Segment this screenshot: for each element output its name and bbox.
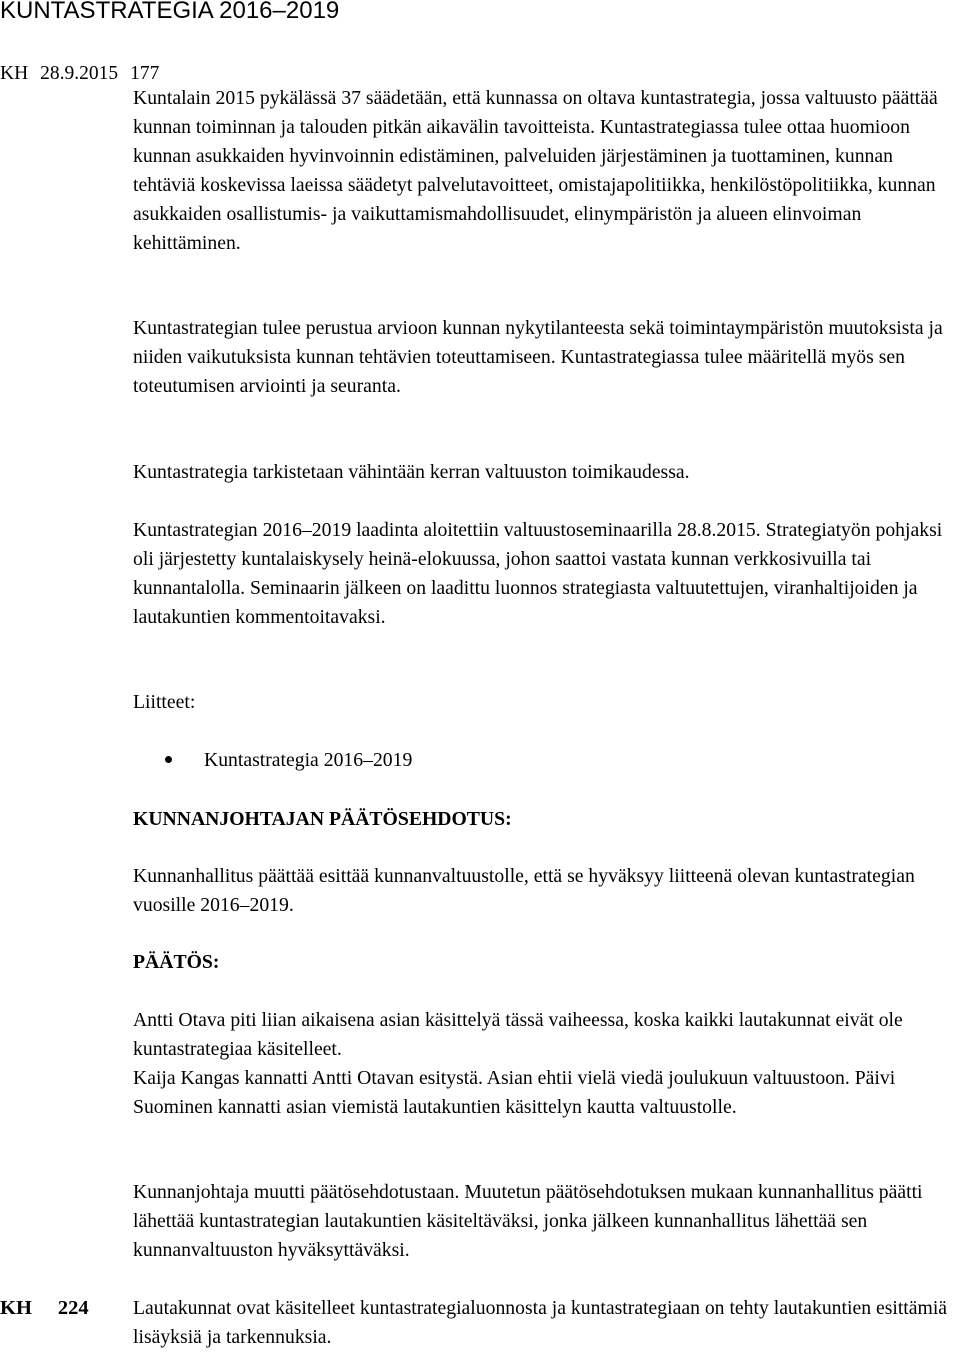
attachment-list-item bbox=[165, 746, 412, 775]
paragraph-text: Kuntastrategian tulee perustua arvioon kunnan nykytilanteesta sekä toimintaympäristön muutoksista ja niiden vaikutuksista kunnan tehtävien toteuttamiseen. Kuntastrategiassa tulee määritellä myös sen toteutumisen arviointi ja seuranta. bbox=[133, 317, 943, 397]
bullet-icon bbox=[165, 756, 172, 763]
paragraph-preparation bbox=[133, 516, 959, 632]
paragraph-review bbox=[133, 458, 959, 487]
document-title: KUNTASTRATEGIA 2016–2019 bbox=[0, 0, 340, 24]
section-number: 177 bbox=[130, 63, 160, 84]
decision-heading: PÄÄTÖS: bbox=[133, 951, 220, 973]
section-reference-bottom bbox=[0, 1294, 89, 1323]
section-body: KH bbox=[0, 1297, 32, 1319]
final-paragraph bbox=[133, 1294, 959, 1352]
paragraph-text: Lautakunnat ovat käsitelleet kuntastrategialuonnosta ja kuntastrategiaan on tehty lautakuntien esittämiä lisäyksiä ja tarkennuksia. bbox=[133, 1297, 948, 1348]
proposal-text: Kunnanhallitus päättää esittää kunnanvaltuustolle, että se hyväksyy liitteenä olevan kuntastrategian vuosille 2016–2019. bbox=[133, 865, 915, 916]
paragraph-text: Kunnanjohtaja muutti päätösehdotustaan. Muutetun päätösehdotuksen mukaan kunnanhallitus päätti lähettää kuntastrategian lautakuntien käsiteltäväksi, jonka jälkeen kunnanhallitus lähettää sen kunnanvaltuuston hyväksyttäväksi. bbox=[133, 1181, 923, 1261]
attachment-name: Kuntastrategia 2016–2019 bbox=[204, 749, 413, 771]
paragraph-legal-basis bbox=[133, 84, 959, 258]
section-date: 28.9.2015 bbox=[40, 63, 119, 84]
paragraph-text: Kuntastrategian 2016–2019 laadinta aloitettiin valtuustoseminaarilla 28.8.2015. Strategiatyön pohjaksi oli järjestetty kuntalaiskysely heinä-elokuussa, johon saattoi vastata kunnan verkkosivuilla tai kunnantalolla. Seminaarin jälkeen on laadittu luonnos strategiasta valtuutettujen, viranhaltijoiden ja lautakuntien kommentoitavaksi. bbox=[133, 519, 943, 628]
paragraph-text: Antti Otava piti liian aikaisena asian käsittelyä tässä vaiheessa, koska kaikki lautakunnat eivät ole kuntastrategiaa käsitelleet. bbox=[133, 1009, 903, 1060]
decision-discussion bbox=[133, 1006, 959, 1122]
section-body: KH bbox=[0, 63, 29, 84]
decision-outcome bbox=[133, 1178, 959, 1265]
paragraph-text: Kuntastrategia tarkistetaan vähintään kerran valtuuston toimikaudessa. bbox=[133, 461, 690, 483]
paragraph-text: Kaija Kangas kannatti Antti Otavan esitystä. Asian ehtii vielä viedä joulukuun valtuustoon. Päivi Suominen kannatti asian viemistä lautakuntien käsittelyn kautta valtuustolle. bbox=[133, 1067, 896, 1118]
attachments-label: Liitteet: bbox=[133, 691, 196, 713]
paragraph-text: Kuntalain 2015 pykälässä 37 säädetään, että kunnassa on oltava kuntastrategia, jossa valtuusto päättää kunnan toiminnan ja talouden pitkän aikavälin tavoitteista. Kuntastrategiassa tulee ottaa huomioon kunnan asukkaiden hyvinvoinnin edistäminen, palveluiden järjestäminen ja tuottaminen, kunnan tehtäviä koskevissa laeissa säädetyt palvelutavoitteet, omistajapolitiikka, henkilöstöpolitiikka, kunnan asukkaiden osallistumis- ja vaikuttamismahdollisuudet, elinympäristön ja alueen elinvoiman kehittäminen. bbox=[133, 87, 938, 254]
proposal-heading: KUNNANJOHTAJAN PÄÄTÖSEHDOTUS: bbox=[133, 808, 512, 830]
section-number: 224 bbox=[57, 1297, 89, 1319]
paragraph-strategy-basis bbox=[133, 314, 959, 401]
